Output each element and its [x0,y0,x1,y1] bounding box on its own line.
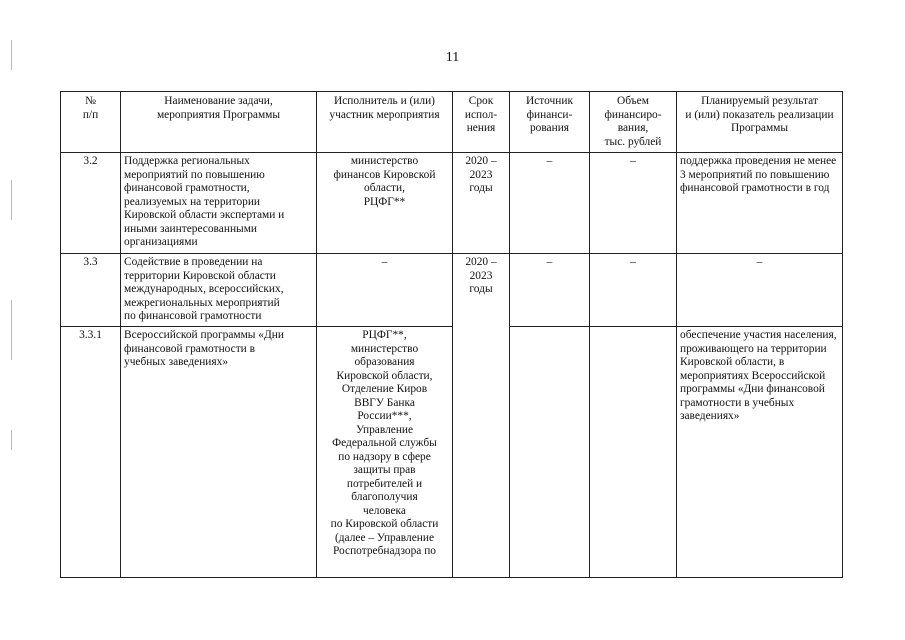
row-funding-volume: – [590,254,677,327]
header-funding-volume: Объем финансиро- вания, тыс. рублей [590,92,677,153]
row-funding-volume [590,327,677,578]
scan-mark [11,40,12,70]
table-row [61,327,843,578]
row-funding-source: – [510,254,590,327]
row-task-name: Содействие в проведении на территории Кировской области международных, всероссийских, межрегиональных мероприятий по финансовой грамотности [121,254,317,327]
header-funding-source: Источник финанси- рования [510,92,590,153]
header-planned-result: Планируемый результат и (или) показатель реализации Программы [677,92,843,153]
row-funding-source: – [510,153,590,254]
row-task-name: Поддержка региональных мероприятий по повышению финансовой грамотности, реализуемых на территории Кировской области экспертами и иными заинтересованными организациями [121,153,317,254]
row-task-name: Всероссийской программы «Дни финансовой грамотности в учебных заведениях» [121,327,317,578]
header-number: № п/п [61,92,121,153]
row-number: 3.3.1 [61,327,121,578]
header-term: Срок испол- нения [453,92,510,153]
header-executor: Исполнитель и (или) участник мероприятия [317,92,453,153]
page-number: 11 [445,50,460,65]
row-funding-source [510,327,590,578]
row-planned-result: поддержка проведения не менее 3 мероприятий по повышению финансовой грамотности в год [677,153,843,254]
row-number: 3.3 [61,254,121,327]
row-executor: РЦФГ**, министерство образования Кировской области, Отделение Киров ВВГУ Банка России***, Управление Федеральной службы по надзору в сфере защиты прав потребителей и благополучия человека по Кировской области (далее – Управление Роспотребнадзора по [317,327,453,578]
row-planned-result: – [677,254,843,327]
row-executor: – [317,254,453,327]
scan-mark [11,300,12,360]
scan-mark [11,180,12,220]
scan-mark [11,430,12,450]
row-number: 3.2 [61,153,121,254]
row-term: 2020 – 2023 годы [453,153,510,254]
row-funding-volume: – [590,153,677,254]
row-term: 2020 – 2023 годы [453,254,510,578]
row-planned-result: обеспечение участия населения, проживающего на территории Кировской области, в мероприятиях Всероссийской программы «Дни финансовой грамотности в учебных заведениях» [677,327,843,578]
row-executor: министерство финансов Кировской области, РЦФГ** [317,153,453,254]
table-row [61,254,843,327]
header-task-name: Наименование задачи, мероприятия Программы [121,92,317,153]
program-table [60,91,843,578]
table-row [61,153,843,254]
table-header-row [61,92,843,153]
